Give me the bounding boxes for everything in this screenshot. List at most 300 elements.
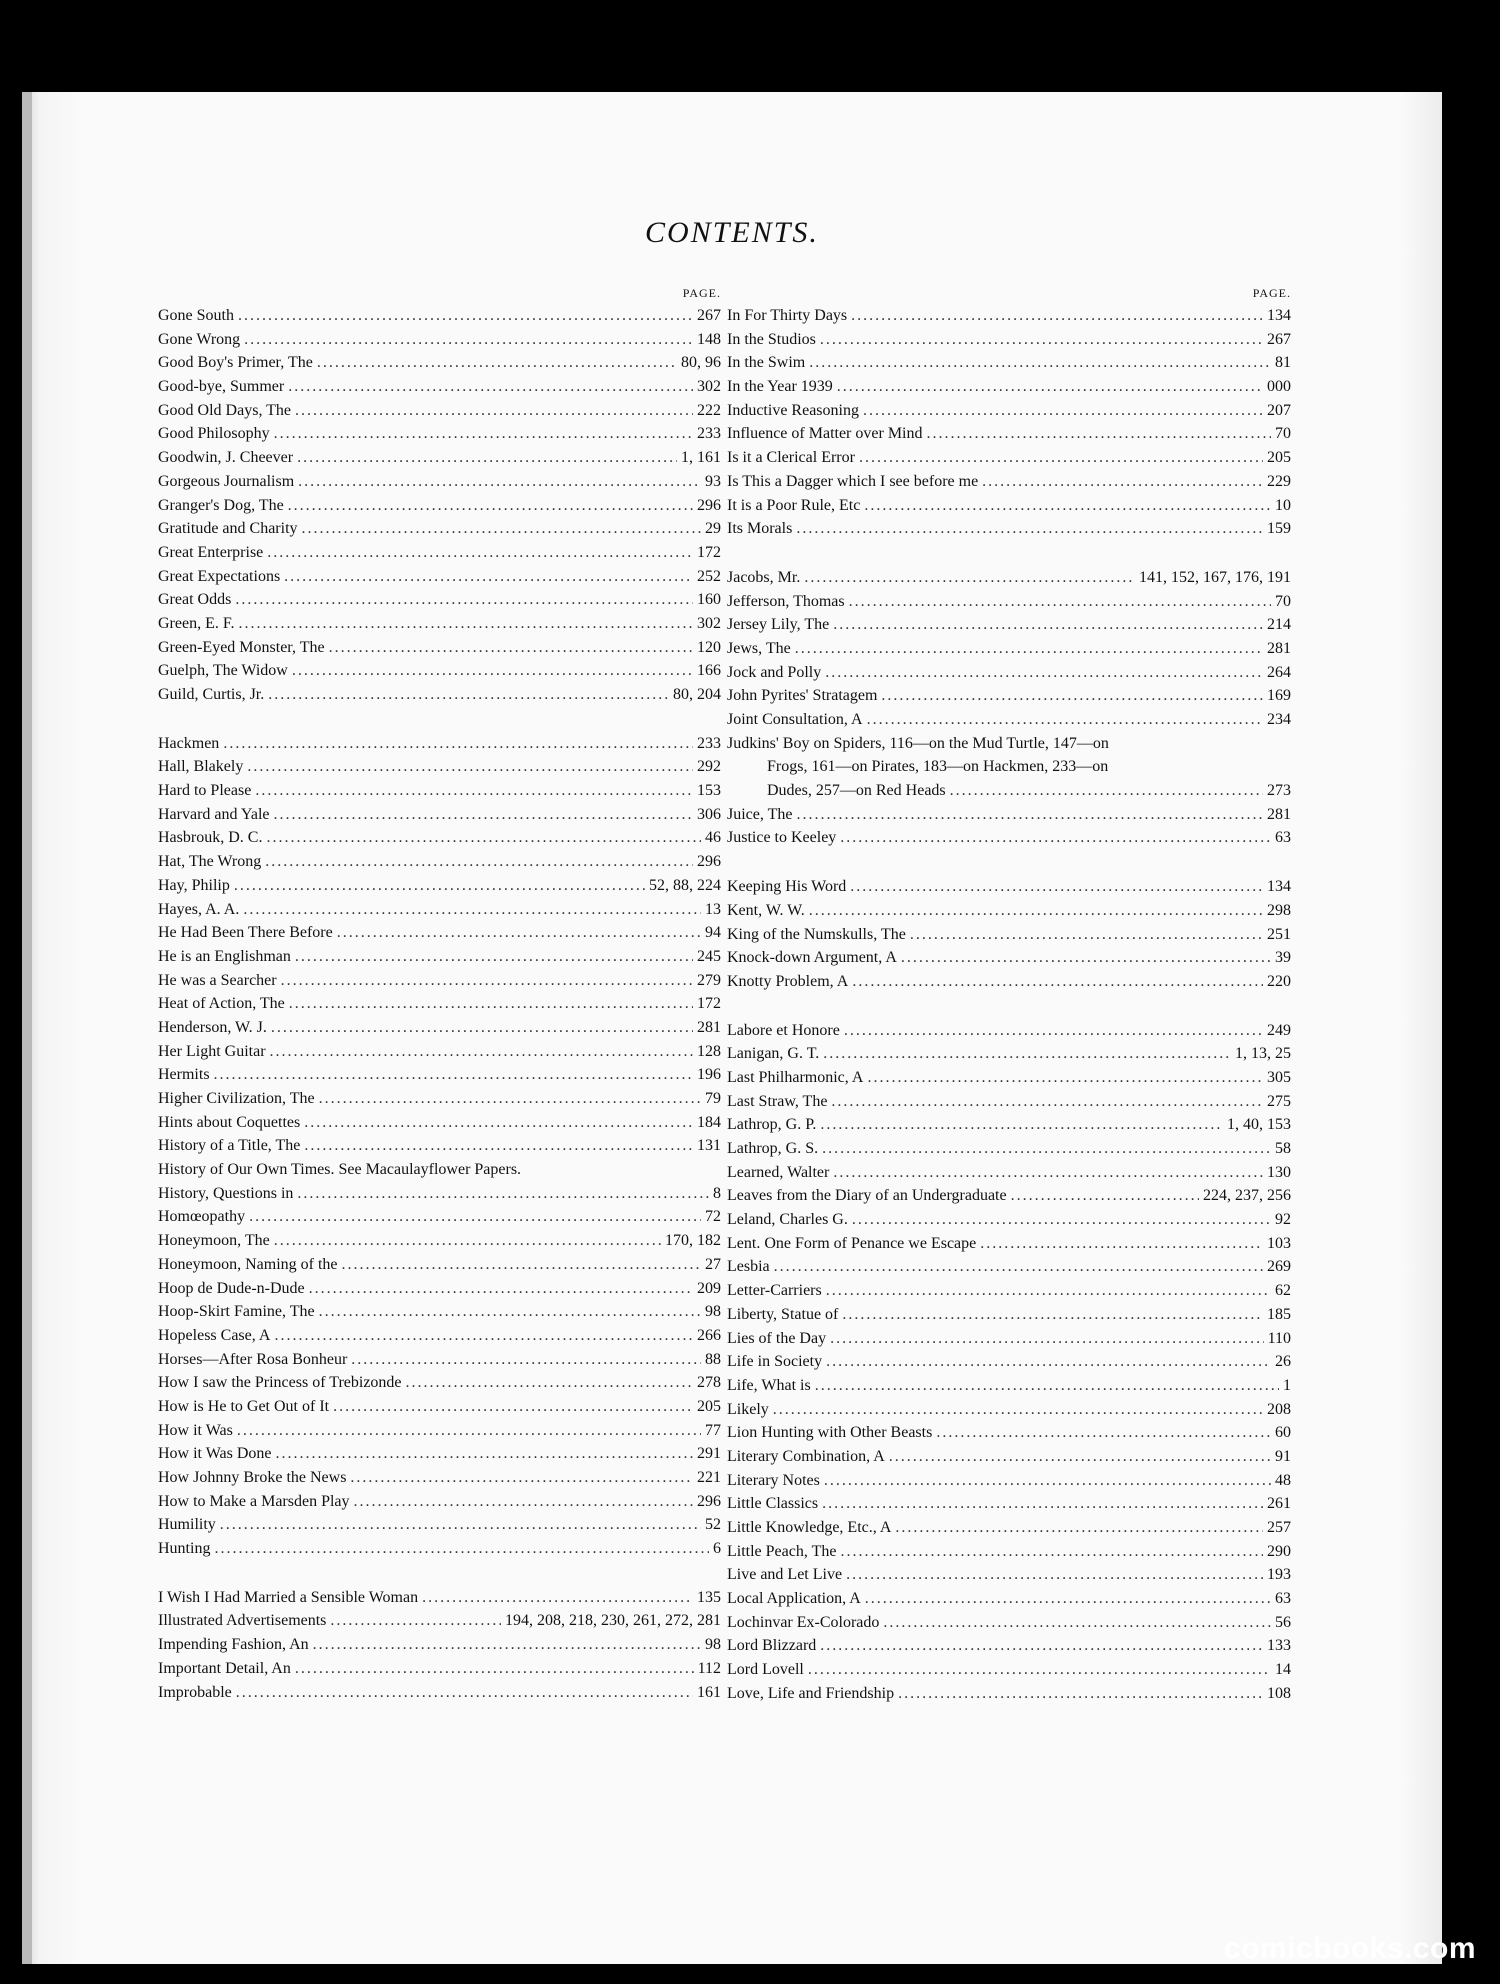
contents-entry	[158, 850, 721, 874]
entry-title: In the Swim	[727, 354, 806, 372]
entry-page-number: 62	[1275, 1282, 1291, 1300]
entry-title: Juice, The	[727, 805, 793, 823]
entry-page-number: 229	[1267, 472, 1291, 490]
contents-entry	[158, 1134, 721, 1158]
entry-title: Life in Society	[727, 1353, 823, 1371]
entry-page-number: 52	[705, 1516, 721, 1534]
entry-page-number: 264	[1267, 663, 1291, 681]
entry-page-number: 77	[705, 1421, 721, 1439]
entry-page-number: 80, 204	[673, 686, 721, 703]
contents-entry	[158, 1609, 721, 1633]
dot-leader	[833, 1161, 1263, 1185]
dot-leader	[289, 992, 693, 1016]
entry-page-number: 170, 182	[665, 1232, 721, 1250]
entry-page-number: 52, 88, 224	[649, 876, 721, 894]
contents-entry	[727, 661, 1291, 685]
dot-leader	[851, 304, 1263, 328]
entry-title: Judkins' Boy on Spiders, 116—on the Mud Turtle, 147—on	[727, 734, 1109, 752]
entry-title: Lathrop, G. S.	[727, 1140, 819, 1158]
entry-page-number: 63	[1275, 829, 1291, 847]
entry-title: History of Our Own Times. See Macaulayflower Papers.	[158, 1161, 522, 1179]
entry-page-number: 110	[1267, 1329, 1291, 1347]
dot-leader	[271, 1016, 693, 1040]
dot-leader	[898, 1682, 1263, 1706]
entry-title: Local Application, A	[727, 1590, 861, 1608]
entry-title: Leland, Charles G.	[727, 1211, 848, 1229]
dot-leader	[804, 566, 1135, 590]
entry-page-number: 48	[1275, 1471, 1291, 1489]
dot-leader	[255, 779, 693, 803]
entry-title: How to Make a Marsden Play	[158, 1492, 350, 1510]
entry-title: I Wish I Had Married a Sensible Woman	[158, 1588, 419, 1606]
entry-page-number: 184	[697, 1113, 721, 1131]
entry-title: Her Light Guitar	[158, 1042, 266, 1060]
contents-entry	[158, 304, 721, 328]
contents-entry	[158, 1442, 721, 1466]
entry-title: Little Classics	[727, 1495, 819, 1513]
dot-leader	[826, 1350, 1271, 1374]
contents-entry	[727, 1374, 1291, 1398]
dot-leader	[249, 1205, 701, 1229]
entry-page-number: 252	[697, 567, 721, 585]
entry-page-number: 80, 96	[681, 354, 721, 372]
entry-title: Hasbrouk, D. C.	[158, 829, 263, 847]
entry-page-number: 185	[1267, 1305, 1291, 1323]
entry-title: Live and Let Live	[727, 1566, 843, 1584]
dot-leader	[822, 1137, 1271, 1161]
contents-entry	[727, 613, 1291, 637]
entry-page-number: 91	[1275, 1447, 1291, 1465]
contents-column-left	[158, 282, 721, 1704]
entry-title: Its Morals	[727, 520, 793, 538]
entry-title: Henderson, W. J.	[158, 1018, 267, 1036]
dot-leader	[237, 1419, 701, 1443]
entry-title: Green-Eyed Monster, The	[158, 638, 325, 656]
entry-title: Green, E. F.	[158, 614, 235, 632]
dot-leader	[852, 970, 1263, 994]
contents-entry	[727, 1587, 1291, 1611]
dot-leader	[292, 659, 693, 683]
entry-page-number: 296	[697, 496, 721, 514]
contents-entry	[158, 1087, 721, 1111]
entry-page-number: 279	[697, 971, 721, 989]
contents-entry	[158, 803, 721, 827]
contents-entry	[727, 1563, 1291, 1587]
entry-title: King of the Numskulls, The	[727, 925, 906, 943]
contents-entry	[727, 1682, 1291, 1706]
contents-entry	[158, 1586, 721, 1610]
entry-page-number: 266	[697, 1326, 721, 1344]
entry-title: Literary Combination, A	[727, 1447, 885, 1465]
contents-entry	[727, 1327, 1291, 1351]
entry-page-number: 172	[697, 543, 721, 561]
entry-title: Influence of Matter over Mind	[727, 425, 923, 443]
entry-page-number: 1	[1283, 1376, 1291, 1394]
entry-page-number: 161	[697, 1683, 721, 1701]
contents-entry	[158, 1300, 721, 1324]
entry-page-number: 159	[1267, 520, 1291, 538]
entry-continuation: Frogs, 161—on Pirates, 183—on Hackmen, 233—on	[767, 758, 1109, 776]
dot-leader	[820, 1113, 1223, 1137]
entry-page-number: 302	[697, 614, 721, 632]
dot-leader	[274, 803, 693, 827]
contents-entry	[727, 1019, 1291, 1043]
entry-title: Higher Civilization, The	[158, 1090, 315, 1107]
entry-title: Homœopathy	[158, 1208, 246, 1226]
contents-entry	[727, 590, 1291, 614]
entry-page-number: 6	[713, 1540, 721, 1558]
entry-title: Hoop-Skirt Famine, The	[158, 1303, 315, 1321]
entry-page-number: 205	[1267, 449, 1291, 467]
dot-leader	[350, 1466, 693, 1490]
contents-entry	[158, 1466, 721, 1490]
contents-entry	[727, 1042, 1291, 1066]
dot-leader	[244, 328, 693, 352]
contents-entry	[727, 1634, 1291, 1658]
dot-leader	[950, 779, 1263, 803]
entry-title: Hat, The Wrong	[158, 853, 262, 871]
entry-page-number: 108	[1267, 1684, 1291, 1702]
dot-leader	[796, 517, 1263, 541]
contents-entry	[727, 732, 1291, 756]
entry-page-number: 141, 152, 167, 176, 191	[1139, 568, 1291, 586]
entry-title: Lathrop, G. P.	[727, 1116, 817, 1134]
entry-page-number: 134	[1267, 307, 1291, 324]
dot-leader	[926, 422, 1271, 446]
contents-entry	[727, 1232, 1291, 1256]
contents-entry	[158, 1371, 721, 1395]
section-gap	[158, 1561, 721, 1586]
dot-leader	[842, 1303, 1263, 1327]
entry-title: Little Peach, The	[727, 1542, 837, 1560]
contents-entry	[727, 970, 1291, 994]
entry-title: Hayes, A. A.	[158, 900, 240, 918]
entry-title: Hard to Please	[158, 782, 252, 800]
entry-page-number: 166	[697, 662, 721, 680]
entry-page-number: 26	[1275, 1353, 1291, 1371]
entry-title: Hints about Coquettes	[158, 1113, 301, 1131]
entry-title: Good Boy's Primer, The	[158, 354, 313, 372]
dot-leader	[824, 1469, 1271, 1493]
contents-entry	[727, 708, 1291, 732]
contents-entry	[727, 1611, 1291, 1635]
dot-leader	[820, 1634, 1263, 1658]
entry-page-number: 281	[697, 1018, 721, 1036]
dot-leader	[270, 1040, 693, 1064]
dot-leader	[840, 1540, 1263, 1564]
contents-entry	[158, 1419, 721, 1443]
contents-entry	[158, 612, 721, 636]
dot-leader	[238, 304, 693, 328]
contents-entry	[158, 1253, 721, 1277]
entry-title: Hunting	[158, 1540, 211, 1558]
contents-entry	[158, 1513, 721, 1537]
entry-title: Last Straw, The	[727, 1092, 828, 1110]
dot-leader	[238, 612, 693, 636]
entry-page-number: 292	[697, 758, 721, 776]
entry-page-number: 209	[697, 1279, 721, 1297]
entry-title: Honeymoon, Naming of the	[158, 1255, 338, 1273]
dot-leader	[864, 494, 1271, 518]
entry-page-number: 93	[705, 472, 721, 490]
dot-leader	[304, 1134, 693, 1158]
dot-leader	[234, 874, 645, 898]
dot-leader	[822, 1492, 1263, 1516]
entry-page-number: 251	[1267, 925, 1291, 943]
dot-leader	[850, 875, 1263, 899]
entry-title: Goodwin, J. Cheever	[158, 449, 294, 467]
contents-entry	[727, 1469, 1291, 1493]
entry-title: Lord Blizzard	[727, 1637, 817, 1655]
dot-leader	[281, 969, 693, 993]
contents-entry	[158, 565, 721, 589]
contents-entry	[158, 1537, 721, 1561]
dot-leader	[808, 1658, 1271, 1682]
entry-page-number: 205	[697, 1397, 721, 1415]
entry-page-number: 281	[1267, 805, 1291, 823]
entry-page-number: 92	[1275, 1211, 1291, 1229]
contents-entry	[158, 898, 721, 922]
contents-entry	[158, 1158, 721, 1182]
entry-title: Great Enterprise	[158, 543, 264, 561]
entry-page-number: 257	[1267, 1519, 1291, 1537]
entry-page-number: 302	[697, 378, 721, 396]
entry-page-number: 269	[1267, 1258, 1291, 1276]
contents-entry	[727, 422, 1291, 446]
contents-entry	[158, 1063, 721, 1087]
contents-entry	[158, 1182, 721, 1206]
contents-entry	[158, 1490, 721, 1514]
dot-leader	[298, 470, 701, 494]
entry-title: Horses—After Rosa Bonheur	[158, 1350, 348, 1368]
entry-page-number: 169	[1267, 687, 1291, 705]
dot-leader	[809, 899, 1263, 923]
entry-title: Leaves from the Diary of an Undergraduate	[727, 1187, 1007, 1205]
contents-entry	[158, 659, 721, 683]
contents-entry	[727, 899, 1291, 923]
entry-title: In the Year 1939	[727, 378, 833, 396]
dot-leader	[815, 1374, 1279, 1398]
entry-title: Great Expectations	[158, 567, 281, 585]
entry-title: Keeping His Word	[727, 878, 847, 896]
dot-leader	[284, 565, 693, 589]
entry-page-number: 120	[697, 638, 721, 656]
entry-title: Joint Consultation, A	[727, 711, 863, 728]
dot-leader	[309, 1277, 693, 1301]
dot-leader	[980, 1232, 1263, 1256]
entry-page-number: 172	[697, 995, 721, 1013]
entry-page-number: 298	[1267, 901, 1291, 919]
entry-page-number: 234	[1267, 711, 1291, 728]
entry-page-number: 221	[697, 1469, 721, 1486]
entry-page-number: 193	[1267, 1566, 1291, 1584]
contents-entry	[158, 517, 721, 541]
entry-page-number: 233	[697, 425, 721, 443]
contents-entry	[158, 921, 721, 945]
entry-page-number: 305	[1267, 1068, 1291, 1086]
entry-page-number: 233	[697, 734, 721, 752]
dot-leader	[236, 1681, 693, 1705]
entry-title: Literary Notes	[727, 1471, 820, 1489]
dot-leader	[288, 494, 693, 518]
dot-leader	[319, 1300, 701, 1324]
entry-title: Hackmen	[158, 734, 220, 752]
entry-title: Knotty Problem, A	[727, 972, 849, 990]
contents-entry	[727, 946, 1291, 970]
contents-entry	[727, 1303, 1291, 1327]
contents-entry	[158, 1324, 721, 1348]
dot-leader	[795, 637, 1263, 661]
dot-leader	[849, 590, 1271, 614]
contents-entry	[727, 517, 1291, 541]
contents-entry	[158, 1205, 721, 1229]
dot-leader	[295, 399, 693, 423]
entry-title: Lent. One Form of Penance we Escape	[727, 1234, 977, 1252]
dot-leader	[267, 541, 693, 565]
dot-leader	[796, 803, 1263, 827]
contents-entry	[158, 874, 721, 898]
entry-title: Hay, Philip	[158, 876, 230, 894]
contents-entry	[158, 945, 721, 969]
entry-title: He was a Searcher	[158, 971, 277, 989]
contents-entry	[727, 1161, 1291, 1185]
contents-entry	[727, 1184, 1291, 1208]
dot-leader	[220, 1513, 701, 1537]
entry-page-number: 133	[1267, 1637, 1291, 1655]
contents-entry	[727, 1066, 1291, 1090]
entry-page-number: 249	[1267, 1021, 1291, 1039]
entry-title: Hoop de Dude-n-Dude	[158, 1279, 305, 1297]
entry-title: How is He to Get Out of It	[158, 1397, 330, 1415]
dot-leader	[295, 1657, 694, 1681]
dot-leader	[214, 1537, 709, 1561]
dot-leader	[319, 1087, 701, 1111]
dot-leader	[809, 351, 1271, 375]
entry-title: Guelph, The Widow	[158, 662, 288, 680]
contents-entry	[727, 1113, 1291, 1137]
dot-leader	[826, 1279, 1271, 1303]
entry-page-number: 60	[1275, 1424, 1291, 1442]
entry-page-number: 103	[1267, 1234, 1291, 1252]
section-gap	[727, 994, 1291, 1019]
contents-entry	[727, 470, 1291, 494]
entry-title: History of a Title, The	[158, 1137, 301, 1155]
entry-title: Inductive Reasoning	[727, 401, 859, 419]
entry-title: Labore et Honore	[727, 1021, 840, 1039]
entry-title: Gorgeous Journalism	[158, 472, 295, 490]
entry-page-number: 98	[705, 1636, 721, 1654]
entry-page-number: 131	[697, 1137, 721, 1155]
entry-page-number: 63	[1275, 1590, 1291, 1608]
contents-entry	[727, 399, 1291, 423]
dot-leader	[936, 1421, 1271, 1445]
entry-page-number: 148	[697, 330, 721, 348]
entry-page-number: 278	[697, 1374, 721, 1392]
entry-page-number: 98	[705, 1303, 721, 1321]
entry-page-number: 13	[705, 900, 721, 918]
contents-entry	[727, 779, 1291, 803]
dot-leader	[889, 1445, 1271, 1469]
contents-entry	[727, 1208, 1291, 1232]
dot-leader	[846, 1563, 1263, 1587]
entry-title: Lochinvar Ex-Colorado	[727, 1613, 880, 1631]
entry-page-number: 79	[705, 1090, 721, 1107]
entry-page-number: 56	[1275, 1613, 1291, 1631]
entry-page-number: 29	[705, 520, 721, 538]
entry-title: Gone Wrong	[158, 330, 241, 348]
entry-page-number: 296	[697, 1492, 721, 1510]
page-gutter	[22, 92, 32, 1964]
entry-page-number: 306	[697, 805, 721, 823]
contents-entry	[727, 1658, 1291, 1682]
contents-entry	[727, 1137, 1291, 1161]
dot-leader	[274, 422, 693, 446]
dot-leader	[406, 1371, 693, 1395]
dot-leader	[910, 923, 1263, 947]
entry-title: In For Thirty Days	[727, 307, 848, 324]
contents-entry	[158, 1633, 721, 1657]
dot-leader	[863, 399, 1263, 423]
entry-page-number: 1, 40, 153	[1227, 1116, 1291, 1134]
dot-leader	[297, 446, 677, 470]
entry-title: Heat of Action, The	[158, 995, 285, 1013]
entry-page-number: 267	[697, 307, 721, 324]
dot-leader	[317, 351, 677, 375]
entry-page-number: 160	[697, 591, 721, 609]
contents-entry	[727, 1445, 1291, 1469]
entry-page-number: 220	[1267, 972, 1291, 990]
entry-title: How it Was Done	[158, 1445, 272, 1463]
entry-title: Last Philharmonic, A	[727, 1068, 864, 1086]
entry-page-number: 70	[1275, 425, 1291, 443]
contents-entry	[158, 1348, 721, 1372]
entry-page-number: 27	[705, 1255, 721, 1273]
contents-entry	[727, 1516, 1291, 1540]
dot-leader	[342, 1253, 701, 1277]
entry-page-number: 245	[697, 947, 721, 965]
dot-leader	[852, 1208, 1271, 1232]
dot-leader	[982, 470, 1263, 494]
contents-entry	[158, 992, 721, 1016]
entry-title: Hermits	[158, 1066, 210, 1084]
entry-title: He is an Englishman	[158, 947, 291, 965]
dot-leader	[831, 1090, 1263, 1114]
dot-leader	[774, 1255, 1263, 1279]
contents-entry	[727, 684, 1291, 708]
entry-page-number: 88	[705, 1350, 721, 1368]
dot-leader	[820, 328, 1263, 352]
entry-title: Love, Life and Friendship	[727, 1684, 895, 1702]
dot-leader	[313, 1633, 701, 1657]
contents-entry	[158, 399, 721, 423]
dot-leader	[295, 945, 693, 969]
entry-page-number: 130	[1267, 1163, 1291, 1181]
entry-page-number: 112	[697, 1659, 721, 1677]
contents-entry	[158, 541, 721, 565]
dot-leader	[881, 684, 1263, 708]
entry-title: Lion Hunting with Other Beasts	[727, 1424, 933, 1442]
contents-entry	[158, 755, 721, 779]
dot-leader	[867, 708, 1263, 732]
contents-entry	[727, 446, 1291, 470]
entry-title: Lanigan, G. T.	[727, 1045, 820, 1063]
dot-leader	[266, 826, 701, 850]
dot-leader	[265, 850, 693, 874]
entry-page-number: 72	[705, 1208, 721, 1226]
dot-leader	[274, 1324, 693, 1348]
entry-title: Humility	[158, 1516, 216, 1534]
dot-leader	[773, 1398, 1263, 1422]
